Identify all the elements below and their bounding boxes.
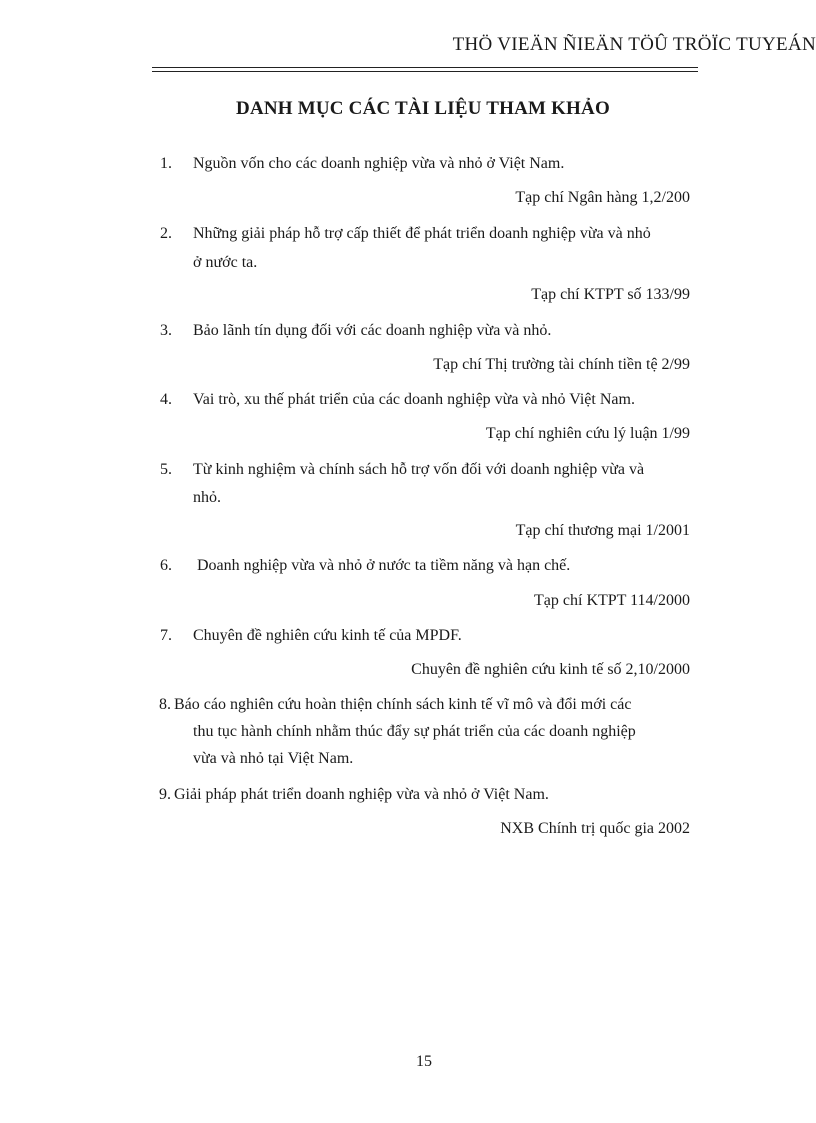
reference-text: nhỏ. [193, 489, 221, 506]
reference-text: Những giải pháp hỗ trợ cấp thiết để phát triển doanh nghiệp vừa và nhỏ [193, 225, 651, 242]
reference-number: 7. [160, 627, 172, 644]
running-header: THÖ VIEÄN ÑIEÄN TÖÛ TRÖÏC TUYEÁN [452, 34, 816, 55]
reference-source: NXB Chính trị quốc gia 2002 [500, 820, 690, 837]
reference-source: Tạp chí thương mại 1/2001 [515, 522, 690, 539]
reference-text: Bảo lãnh tín dụng đối với các doanh nghiệp vừa và nhỏ. [193, 322, 552, 339]
reference-text: Từ kinh nghiệm và chính sách hỗ trợ vốn đối với doanh nghiệp vừa và [193, 461, 645, 478]
reference-source: Tạp chí Ngân hàng 1,2/200 [515, 189, 690, 206]
reference-text: vừa và nhỏ tại Việt Nam. [193, 750, 354, 767]
reference-text: Giải pháp phát triển doanh nghiệp vừa và nhỏ ở Việt Nam. [174, 786, 549, 803]
reference-number: 4. [160, 391, 172, 408]
reference-text: Vai trò, xu thế phát triển của các doanh nghiệp vừa và nhỏ Việt Nam. [193, 391, 635, 408]
reference-number: 2. [160, 225, 172, 242]
reference-number: 6. [160, 557, 172, 574]
page-title: DANH MỤC CÁC TÀI LIỆU THAM KHẢO [236, 98, 610, 119]
reference-text: Báo cáo nghiên cứu hoàn thiện chính sách kinh tế vĩ mô và đổi mới các [174, 696, 632, 713]
reference-text: Doanh nghiệp vừa và nhỏ ở nước ta tiềm năng và hạn chế. [197, 557, 571, 574]
reference-text: ở nước ta. [193, 254, 258, 271]
reference-number: 8. [159, 696, 171, 713]
reference-source: Tạp chí KTPT số 133/99 [531, 286, 690, 303]
reference-text: Chuyên đề nghiên cứu kinh tế của MPDF. [193, 627, 462, 644]
header-rule-top [152, 67, 698, 68]
reference-number: 9. [159, 786, 171, 803]
reference-source: Tạp chí KTPT 114/2000 [534, 592, 690, 609]
reference-source: Chuyên đề nghiên cứu kinh tế số 2,10/2000 [411, 661, 690, 678]
reference-source: Tạp chí nghiên cứu lý luận 1/99 [485, 425, 690, 442]
reference-text: thu tục hành chính nhằm thúc đẩy sự phát triển của các doanh nghiệp [193, 723, 636, 740]
reference-source: Tạp chí Thị trường tài chính tiền tệ 2/99 [433, 356, 690, 373]
reference-number: 5. [160, 461, 172, 478]
reference-text: Nguồn vốn cho các doanh nghiệp vừa và nhỏ ở Việt Nam. [193, 155, 565, 172]
header-rule-bottom [152, 71, 698, 72]
page-number: 15 [416, 1053, 432, 1070]
reference-number: 1. [160, 155, 172, 172]
reference-number: 3. [160, 322, 172, 339]
